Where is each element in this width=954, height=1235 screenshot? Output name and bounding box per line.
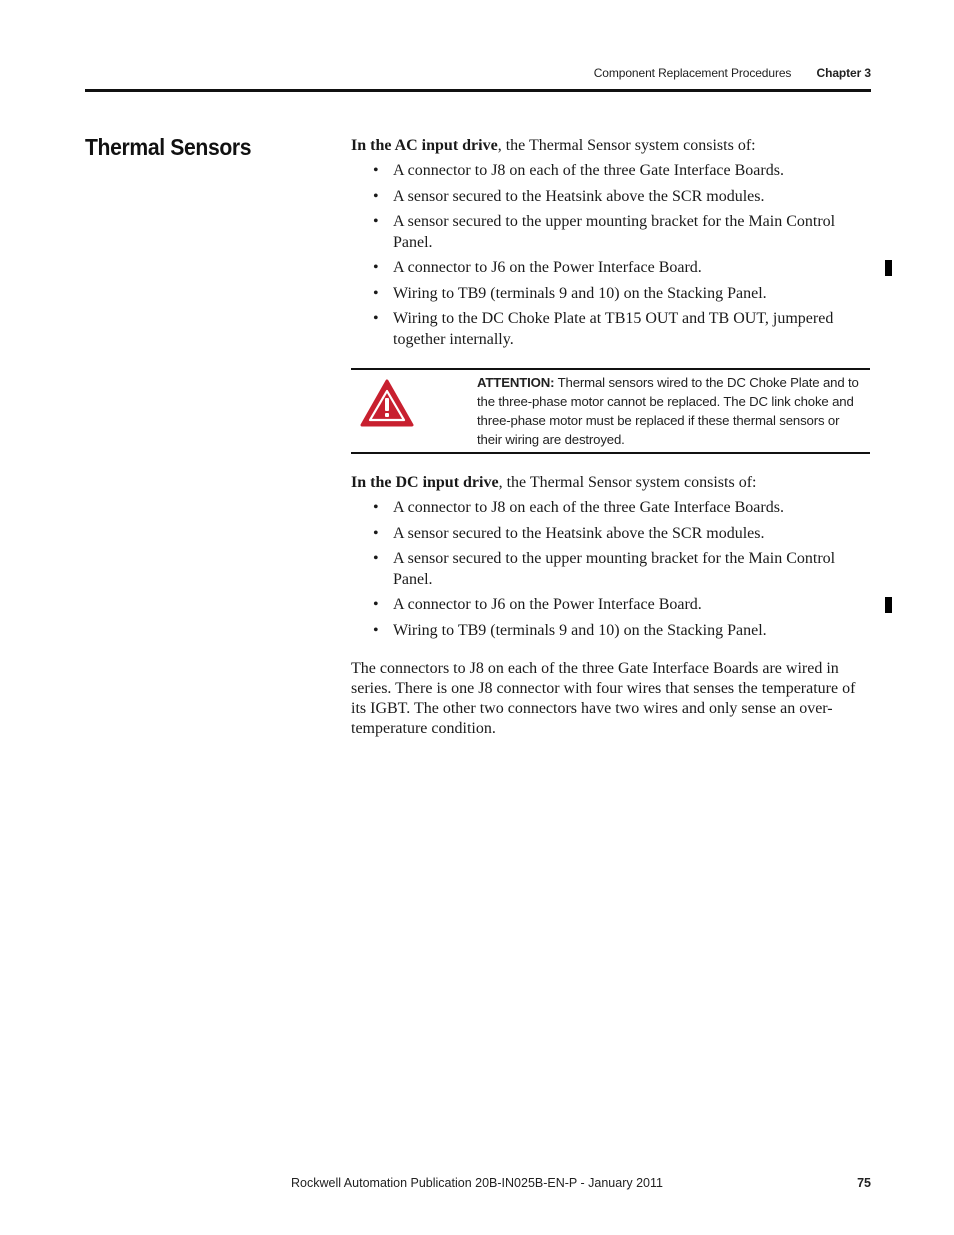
dc-item-text: A connector to J6 on the Power Interface Board. [393, 596, 702, 613]
list-item [351, 524, 871, 545]
attention-label: ATTENTION: [477, 375, 555, 390]
dc-item-text: A sensor secured to the upper mounting bracket for the Main Control Panel. [393, 550, 836, 588]
closing-paragraph: The connectors to J8 on each of the three Gate Interface Boards are wired in series. There is one J8 connector with four wires that senses the temperature of its IGBT. The other two connectors have two wires and only sense an over-temperature condition. [351, 660, 856, 737]
ac-item-text: Wiring to the DC Choke Plate at TB15 OUT and TB OUT, jumpered together internally. [393, 310, 834, 348]
page-number: 75 [857, 1176, 871, 1190]
footer-publication: Rockwell Automation Publication 20B-IN025B-EN-P - January 2011 [291, 1176, 663, 1190]
list-item [351, 595, 871, 616]
section-title: Thermal Sensors [85, 134, 252, 160]
dc-intro-rest: , the Thermal Sensor system consists of: [498, 474, 757, 491]
bullet-icon: • [373, 284, 379, 302]
dc-item-text: A sensor secured to the Heatsink above the SCR modules. [393, 524, 765, 542]
ac-item-text: A sensor secured to the upper mounting bracket for the Main Control Panel. [393, 213, 836, 251]
ac-item-text: A sensor secured to the Heatsink above the SCR modules. [393, 187, 765, 205]
warning-triangle-icon [359, 378, 415, 428]
attention-message: Thermal sensors wired to the DC Choke Plate and to the three-phase motor cannot be replaced. The DC link choke and three-phase motor must be replaced if these thermal sensors or their wiring are destroyed. [477, 375, 859, 447]
bullet-icon: • [373, 550, 379, 567]
ac-intro [351, 136, 756, 156]
dc-item-text: Wiring to TB9 (terminals 9 and 10) on the Stacking Panel. [393, 621, 767, 639]
ac-item-text: Wiring to TB9 (terminals 9 and 10) on the Stacking Panel. [393, 284, 767, 302]
bullet-icon: • [373, 213, 379, 230]
list-item [351, 258, 871, 279]
bullet-icon: • [373, 187, 379, 205]
bullet-icon: • [373, 259, 379, 276]
dc-intro-bold: In the DC input drive [351, 474, 499, 491]
header-rule [85, 89, 871, 92]
bullet-icon: • [373, 621, 379, 639]
ac-item-text: A connector to J6 on the Power Interface Board. [393, 259, 702, 276]
list-item [351, 161, 871, 182]
attention-text [477, 373, 862, 449]
list-item [351, 621, 871, 642]
list-item [351, 187, 871, 208]
change-bar [885, 260, 892, 276]
list-item [351, 498, 871, 519]
running-header [594, 66, 871, 80]
list-item [351, 212, 871, 253]
list-item [351, 284, 871, 305]
bullet-icon: • [373, 499, 379, 516]
attention-box [351, 368, 870, 454]
ac-intro-bold: In the AC input drive [351, 137, 498, 154]
dc-intro [351, 473, 756, 493]
header-section-title: Component Replacement Procedures [593, 66, 792, 80]
ac-item-text: A connector to J8 on each of the three Gate Interface Boards. [393, 162, 784, 179]
bullet-icon: • [373, 524, 379, 542]
ac-intro-rest: , the Thermal Sensor system consists of: [497, 137, 756, 154]
bullet-icon: • [373, 310, 379, 327]
header-chapter: Chapter 3 [816, 66, 871, 80]
bullet-icon: • [373, 596, 379, 613]
list-item [351, 549, 871, 590]
dc-item-text: A connector to J8 on each of the three Gate Interface Boards. [393, 499, 784, 516]
bullet-icon: • [373, 162, 379, 179]
change-bar [885, 597, 892, 613]
list-item [351, 309, 871, 350]
ac-bullet-list [351, 161, 871, 355]
dc-bullet-list [351, 498, 871, 646]
